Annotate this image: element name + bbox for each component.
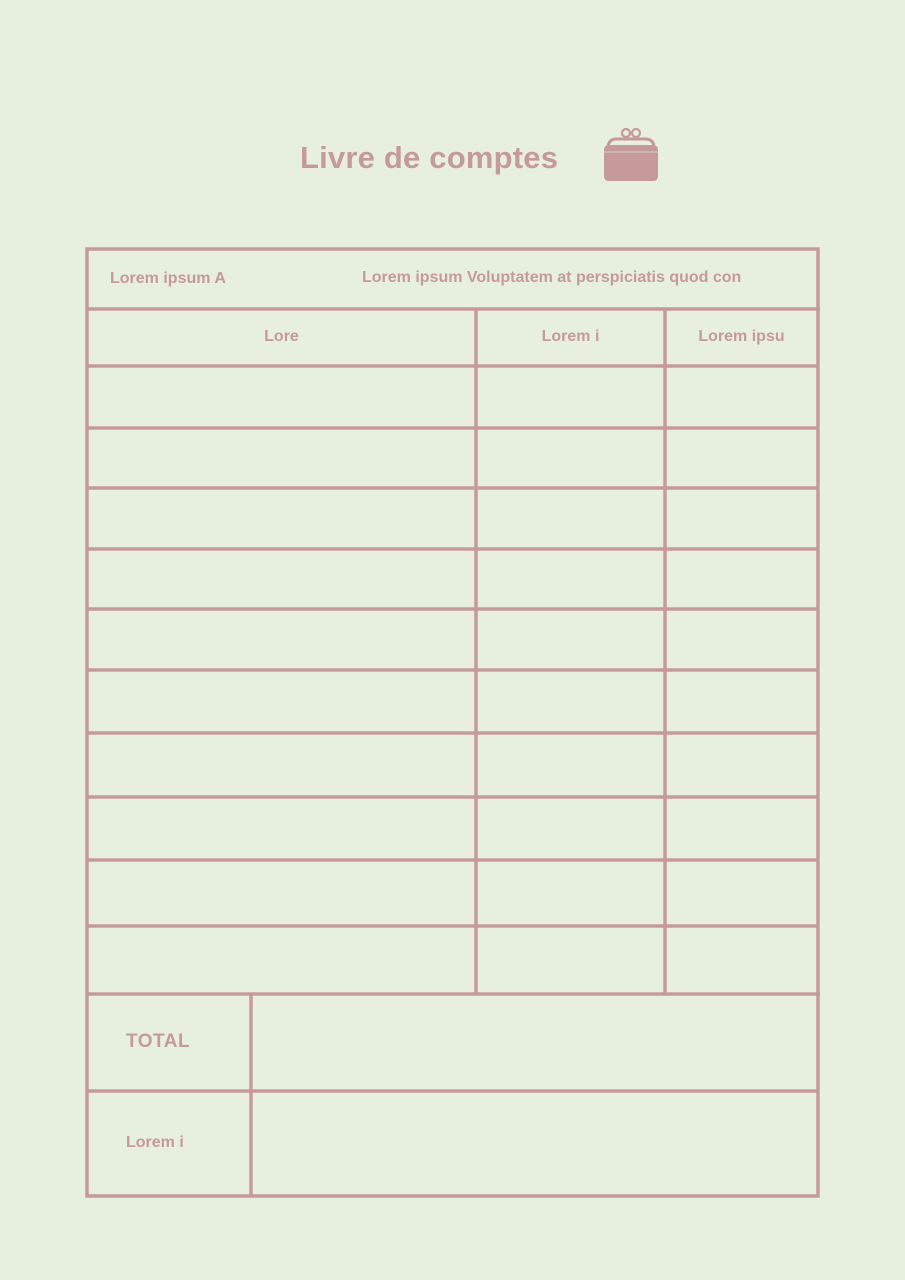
ledger-info-left: Lorem ipsum A — [110, 270, 226, 287]
column-header-1: Lore — [264, 328, 299, 345]
table-row[interactable] — [89, 735, 476, 797]
ledger-sheet — [85, 247, 820, 1199]
table-row[interactable] — [89, 551, 476, 609]
total-label: TOTAL — [126, 1031, 191, 1052]
table-row[interactable] — [89, 799, 476, 860]
footer-label: Lorem i — [126, 1134, 184, 1151]
table-row[interactable] — [89, 490, 476, 549]
table-row[interactable] — [89, 611, 476, 670]
footer-value-field[interactable] — [253, 1093, 816, 1194]
column-header-2: Lorem i — [541, 328, 600, 345]
table-row[interactable] — [89, 430, 476, 488]
table-row[interactable] — [89, 928, 476, 994]
column-header-3: Lorem ipsu — [698, 328, 785, 345]
total-value-field[interactable] — [253, 996, 816, 1091]
ledger-info-right: Lorem ipsum Voluptatem at perspiciatis quod con — [362, 269, 742, 286]
purse-icon — [600, 126, 662, 184]
table-row[interactable] — [89, 672, 476, 733]
table-row[interactable] — [89, 862, 476, 926]
table-row[interactable] — [89, 368, 476, 428]
page-title: Livre de comptes — [300, 140, 559, 175]
